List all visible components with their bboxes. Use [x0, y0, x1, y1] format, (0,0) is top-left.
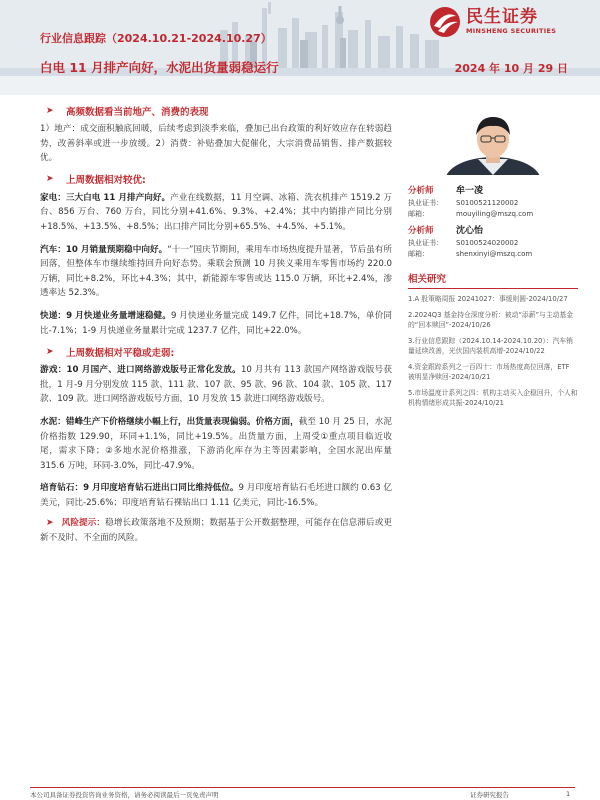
section-heading: ➤ 上周数据相对平稳或走弱: [46, 346, 175, 359]
arrow-right-icon: ➤ [46, 105, 54, 116]
related-research-heading: 相关研究 [408, 271, 578, 289]
paragraph: 1）地产：成交面积触底回暖，后续考虑到淡季来临，叠加已出台政策的利好效应存在转弱趋势，改善斜率或进一步放缓。2）消费：补贴叠加大促催化，大宗消费品销售、排产数据较优。 [40, 124, 392, 164]
analyst-email[interactable]: 邮箱： mouyiling@mszq.com [408, 209, 534, 218]
report-series-title: 行业信息跟踪（2024.10.21-2024.10.27） [40, 32, 272, 45]
paragraph-cement: 水泥：错峰生产下价格继续小幅上行，出货量表现偏弱。价格方面，截至 10 月 25 日，水泥价格指数 129.90，环同+1.1%，同比+19.5%。出货量方面，上周受①重点项目临近收尾，需求下降；②多地水泥价格推涨，下游消化库存为主等因素影响，全国水泥出库量 315.6 万吨，环同-3.0%，同比-47.9%。 [40, 416, 392, 471]
report-title: 白电 11 月排产向好，水泥出货量弱稳运行 [40, 60, 279, 75]
minsheng-logo-icon [428, 6, 462, 38]
related-research-item[interactable]: 4.资金跟踪系列之一百四十：市场热度高位回落，ETF 被明显净赎回-2024/10/21 [408, 362, 570, 381]
paragraph-diamonds: 培育钻石：9 月印度培育钻石进出口同比维持低位。9 月印度培育钻石毛坯进口额约 0.63 亿美元，同比-25.6%；印度培育钻石裸钻出口 1.11 亿美元，同比-16.5%。 [40, 483, 392, 508]
arrow-right-icon: ➤ [46, 174, 54, 185]
sidebar [408, 103, 578, 409]
analyst-1 [408, 183, 578, 197]
analyst-2 [408, 223, 578, 237]
arrow-right-icon: ➤ [46, 346, 54, 357]
minsheng-logo [428, 4, 578, 40]
arrow-right-icon: ➤ [46, 518, 54, 529]
analyst-cert: 执业证书： S0100524020002 [408, 238, 519, 247]
related-research-item[interactable]: 2.2024Q3 基金持仓深度分析：被动“添薪”与主动基金的“回本赎回”-2024/10/26 [408, 310, 574, 329]
page-number: 1 [566, 790, 571, 798]
logo-text-cn: 民生证券 [466, 7, 538, 28]
risk-warning: ➤ 风险提示：稳增长政策落地不及预期；数据基于公开数据整理，可能存在信息滞后或更新不及时、不全面的风险。 [40, 518, 392, 544]
section-heading: ➤ 高频数据看当前地产、消费的表现 [46, 105, 209, 118]
analyst-photo [408, 105, 578, 175]
footer-doc-type: 证券研究报告 [470, 791, 509, 799]
paragraph-express: 快递：9 月快递业务量增速稳健。9 月快递业务量完成 149.7 亿件，同比+18.7%，单价同比-7.1%；1-9 月快递业务量累计完成 1237.7 亿件，同比+22.0%。 [40, 310, 392, 336]
analyst-name: 沈心怡 [456, 226, 484, 236]
analyst-cert: 执业证书： S0100521120002 [408, 198, 519, 207]
section-heading: ➤ 上周数据相对较优: [46, 174, 146, 187]
logo-text-en: MINSHENG SECURITIES [466, 27, 557, 36]
analyst-label: 分析师 [408, 186, 434, 196]
report-date: 2024 年 10 月 29 日 [454, 62, 568, 75]
paragraph-appliances: 家电：三大白电 11 月排产向好。产业在线数据，11 月空调、冰箱、洗衣机排产 1519.2 万台、856 万台、760 万台，同比分别+41.6%、9.3%、+2.4%；其中内销排产同比分别+18.5%、+13.5%、+8.5%；出口排产同比分别+65.5%、+4.5%、+5.1%。 [40, 192, 392, 232]
header-banner [0, 0, 600, 95]
paragraph-autos: 汽车：10 月销量预期稳中向好。“十一”国庆节期间，乘用车市场热度提升显著，节后虽有所回落，但整体车市继续维持回升向好态势。乘联会预测 10 月狭义乘用车零售市场约 220.0 万辆，同比+8.2%，环比+4.3%；其中，新能源车零售或达 115.0 万辆，环比+2.4%，渗透率达 52.3%。 [40, 244, 393, 299]
paragraph-games: 游戏：10 月国产、进口网络游戏版号正常化发放。10 月共有 113 款国产网络游戏版号获批，1 月-9 月分别发放 115 款、111 款、107 款、95 款、96 款、104 款、105 款、117 款、109 款。进口网络游戏版号方面，10 月发放 15 款进口网络游戏版号。 [40, 365, 392, 405]
analyst-label: 分析师 [408, 226, 434, 236]
related-research-item[interactable]: 1.A 股策略周报 20241027：事缓则圆-2024/10/27 [408, 295, 568, 303]
related-research-item[interactable]: 5.市场温度计系列之四：机构主动买入企稳回升，个人和机构情绪形成共振-2024/10/21 [408, 388, 578, 407]
footer-divider [30, 787, 575, 788]
footer-disclaimer: 本公司具备证券投资咨询业务资格，请务必阅读最后一页免责声明 [30, 791, 219, 799]
main-content [40, 103, 392, 546]
related-research-item[interactable]: 3.行业信息跟踪（2024.10.14-2024.10.20）：汽车销量延续改善，光伏国内装机高增-2024/10/22 [408, 336, 573, 355]
analyst-email[interactable]: 邮箱： shenxinyi@mszq.com [408, 249, 533, 258]
analyst-name: 牟一凌 [456, 186, 484, 196]
